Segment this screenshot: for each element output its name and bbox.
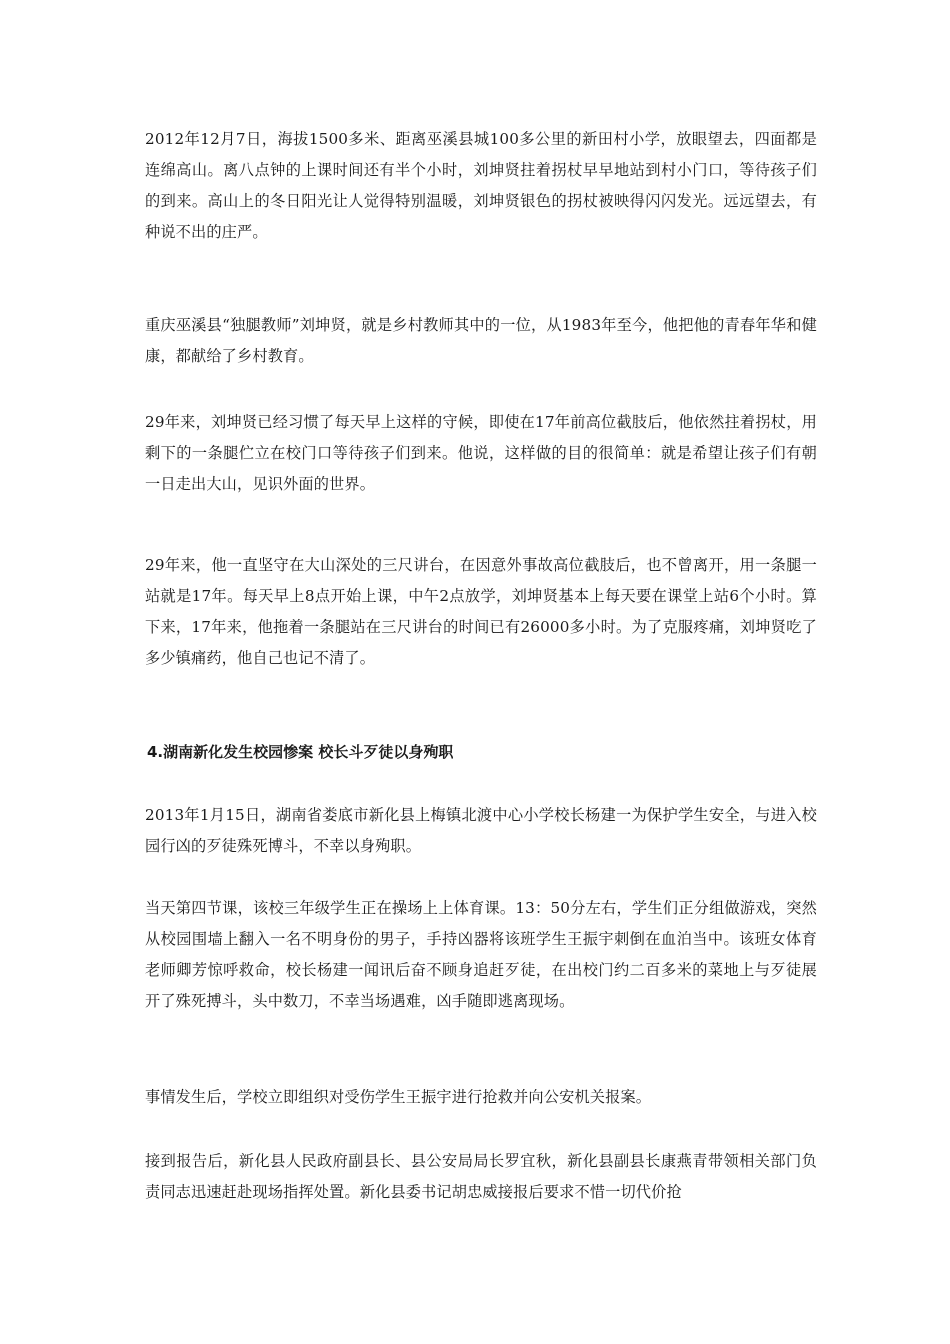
paragraph-principal-yang-jianyi: 2013年1月15日，湖南省娄底市新化县上梅镇北渡中心小学校长杨建一为保护学生安全，与进入校园行凶的歹徒殊死博斗，不幸以身殉职。 <box>145 806 817 855</box>
paragraph-one-legged-teacher-intro: 重庆巫溪县“独腿教师”刘坤贤，就是乡村教师其中的一位，从1983年至今，他把他的青春年华和健康，都献给了乡村教育。 <box>145 316 817 365</box>
paragraph-29-years-waiting: 29年来，刘坤贤已经习惯了每天早上这样的守候，即使在17年前高位截肢后，他依然拄着拐杖，用剩下的一条腿伫立在校门口等待孩子们到来。他说，这样做的目的很简单：就是希望让孩子们有朝一日走出大山，见识外面的世界。 <box>145 413 817 493</box>
section-heading-4: 4.湖南新化发生校园惨案 校长斗歹徒以身殉职 <box>147 743 454 761</box>
paragraph-xintian-school-morning: 2012年12月7日，海拔1500多米、距离巫溪县城100多公里的新田村小学，放眼望去，四面都是连绵高山。离八点钟的上课时间还有半个小时，刘坤贤拄着拐杖早早地站到村小门口，等待孩子们的到来。高山上的冬日阳光让人觉得特别温暖，刘坤贤银色的拐杖被映得闪闪发光。远远望去，有种说不出的庄严。 <box>145 130 817 241</box>
paragraph-county-response: 接到报告后，新化县人民政府副县长、县公安局局长罗宜秋，新化县副县长康燕青带领相关部门负责同志迅速赶赴现场指挥处置。新化县委书记胡忠威接报后要求不惜一切代价抢 <box>145 1152 817 1201</box>
paragraph-school-response: 事情发生后，学校立即组织对受伤学生王振宇进行抢救并向公安机关报案。 <box>145 1088 652 1106</box>
paragraph-29-years-podium: 29年来，他一直坚守在大山深处的三尺讲台，在因意外事故高位截肢后，也不曾离开，用一条腿一站就是17年。每天早上8点开始上课，中午2点放学，刘坤贤基本上每天要在课堂上站6个小时。算下来，17年来，他拖着一条腿站在三尺讲台的时间已有26000多小时。为了克服疼痛，刘坤贤吃了多少镇痛药，他自己也记不清了。 <box>145 556 817 667</box>
paragraph-incident-details: 当天第四节课，该校三年级学生正在操场上上体育课。13：50分左右，学生们正分组做游戏，突然从校园围墙上翻入一名不明身份的男子，手持凶器将该班学生王振宇刺倒在血泊当中。该班女体育老师卿芳惊呼救命，校长杨建一闻讯后奋不顾身追赶歹徒，在出校门约二百多米的菜地上与歹徒展开了殊死搏斗，头中数刀，不幸当场遇难，凶手随即逃离现场。 <box>145 899 817 1010</box>
